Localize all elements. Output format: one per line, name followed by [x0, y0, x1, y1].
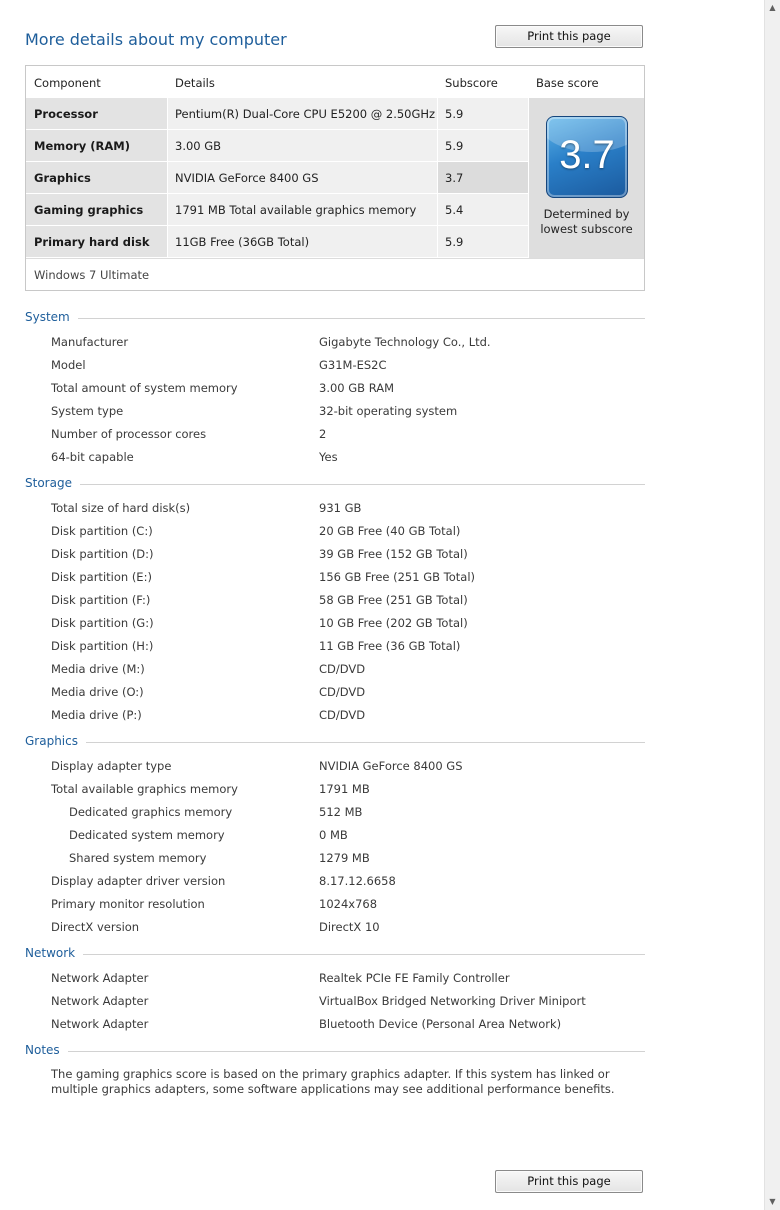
print-page-button-bottom[interactable]: Print this page — [495, 1170, 643, 1193]
info-row: Total amount of system memory 3.00 GB RAM — [51, 381, 395, 395]
windows-edition-row — [26, 258, 644, 291]
info-row: Shared system memory 1279 MB — [69, 851, 370, 865]
info-row: 64-bit capable Yes — [51, 450, 338, 464]
info-row: Total available graphics memory 1791 MB — [51, 782, 370, 796]
component-name: Primary hard disk — [34, 235, 150, 249]
component-subscore: 5.9 — [445, 107, 464, 121]
component-subscore: 5.9 — [445, 235, 464, 249]
section-system-header — [25, 310, 645, 326]
info-row: Disk partition (C:) 20 GB Free (40 GB Total) — [51, 524, 461, 538]
info-row: DirectX version DirectX 10 — [51, 920, 380, 934]
page-title: More details about my computer — [25, 30, 287, 49]
base-score-badge-icon — [546, 116, 628, 198]
info-row: Dedicated graphics memory 512 MB — [69, 805, 363, 819]
print-page-button-top[interactable]: Print this page — [495, 25, 643, 48]
info-row: Media drive (O:) CD/DVD — [51, 685, 366, 699]
info-row: Disk partition (E:) 156 GB Free (251 GB Total) — [51, 570, 476, 584]
score-table-header — [26, 66, 644, 98]
component-details: NVIDIA GeForce 8400 GS — [175, 171, 319, 185]
info-row: System type 32-bit operating system — [51, 404, 458, 418]
info-row: Manufacturer Gigabyte Technology Co., Ltd. — [51, 335, 491, 349]
component-name: Memory (RAM) — [34, 139, 131, 153]
component-details: 11GB Free (36GB Total) — [175, 235, 310, 249]
info-row: Total size of hard disk(s) 931 GB — [51, 501, 362, 515]
component-subscore: 5.4 — [445, 203, 464, 217]
component-subscore: 5.9 — [445, 139, 464, 153]
score-row-processor — [26, 98, 528, 129]
score-row-primary-hard-disk — [26, 226, 528, 257]
score-table — [25, 65, 645, 291]
component-name: Graphics — [34, 171, 91, 185]
info-row: Network Adapter Realtek PCIe FE Family Controller — [51, 971, 510, 985]
info-row: Model G31M-ES2C — [51, 358, 387, 372]
header-base-score: Base score — [536, 76, 599, 90]
section-notes-header — [25, 1043, 645, 1059]
info-row: Disk partition (D:) 39 GB Free (152 GB Total) — [51, 547, 468, 561]
notes-text: The gaming graphics score is based on the primary graphics adapter. If this system has linked or multiple graphics adapters, some software applications may see additional performance benefits. — [51, 1067, 615, 1096]
component-details: 3.00 GB — [175, 139, 222, 153]
info-row: Disk partition (F:) 58 GB Free (251 GB Total) — [51, 593, 468, 607]
info-row: Network Adapter Bluetooth Device (Personal Area Network) — [51, 1017, 562, 1031]
info-row: Network Adapter VirtualBox Bridged Networking Driver Miniport — [51, 994, 586, 1008]
windows-edition: Windows 7 Ultimate — [34, 268, 150, 282]
section-network-header — [25, 946, 645, 962]
info-row: Disk partition (G:) 10 GB Free (202 GB Total) — [51, 616, 468, 630]
section-title: Network — [25, 946, 83, 960]
section-title: Storage — [25, 476, 80, 490]
info-row: Media drive (M:) CD/DVD — [51, 662, 366, 676]
base-score-value: 3.7 — [559, 133, 615, 177]
section-title: Notes — [25, 1043, 68, 1057]
info-row: Media drive (P:) CD/DVD — [51, 708, 366, 722]
info-row: Number of processor cores 2 — [51, 427, 327, 441]
info-row: Disk partition (H:) 11 GB Free (36 GB Total) — [51, 639, 461, 653]
section-title: Graphics — [25, 734, 86, 748]
vertical-scrollbar[interactable] — [764, 0, 780, 1210]
scroll-up-arrow-icon[interactable]: ▲ — [769, 3, 776, 12]
score-row-memory — [26, 130, 528, 161]
base-score-note: Determined by lowest subscore — [540, 207, 633, 236]
component-name: Gaming graphics — [34, 203, 144, 217]
component-details: Pentium(R) Dual-Core CPU E5200 @ 2.50GHz — [175, 107, 436, 121]
section-title: System — [25, 310, 78, 324]
base-score-cell — [529, 98, 644, 258]
info-row: Display adapter driver version 8.17.12.6658 — [51, 874, 396, 888]
info-row: Display adapter type NVIDIA GeForce 8400 GS — [51, 759, 463, 773]
header-subscore: Subscore — [445, 76, 498, 90]
section-storage-header — [25, 476, 645, 492]
header-details: Details — [175, 76, 215, 90]
section-graphics-header — [25, 734, 645, 750]
scroll-down-arrow-icon[interactable]: ▼ — [769, 1197, 776, 1206]
component-subscore: 3.7 — [445, 171, 464, 185]
info-row: Dedicated system memory 0 MB — [69, 828, 348, 842]
score-row-gaming-graphics — [26, 194, 528, 225]
component-name: Processor — [34, 107, 98, 121]
header-component: Component — [34, 76, 101, 90]
info-row: Primary monitor resolution 1024x768 — [51, 897, 378, 911]
score-row-graphics — [26, 162, 528, 193]
component-details: 1791 MB Total available graphics memory — [175, 203, 417, 217]
